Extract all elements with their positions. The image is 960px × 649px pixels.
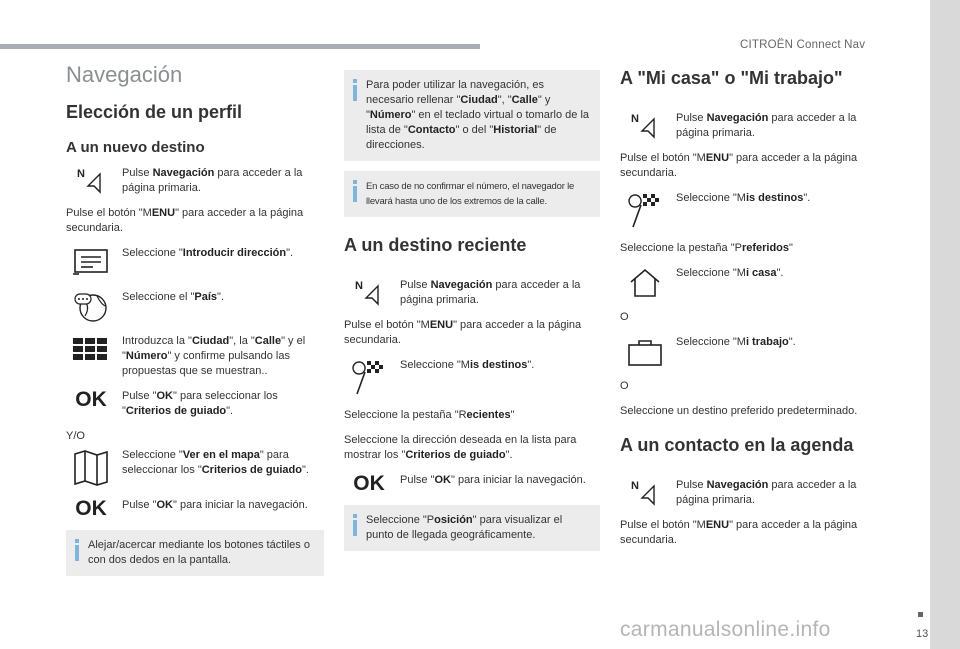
text-part: ", la " [229,335,255,347]
text-part: Pulse " [122,390,157,402]
keyboard-icon [66,334,116,364]
tab-step [620,241,882,256]
briefcase-icon [620,335,670,369]
text-bold: Número [369,109,412,121]
step-map [66,448,324,488]
text-part: " para acceder a la página secundaria. [344,319,582,346]
text-bold: i trabajo [745,336,789,348]
header-rule [0,44,480,49]
column-1 [66,62,324,576]
step-ok-start [66,498,324,520]
ok-icon [66,389,116,411]
step-nav [344,278,600,308]
text-part: " para seleccionar los " [122,449,289,476]
text-part: Seleccione la pestaña "R [344,409,467,421]
text-bold: is destinos [745,192,804,204]
info-box-number [344,171,600,217]
home-icon [620,266,670,300]
info-text: En caso de no confirmar el número, el navegador le llevará hasta uno de los extremos de la calle. [366,181,575,207]
svg-text:N: N [631,113,639,125]
text-bold: referidos [741,242,790,254]
text-part: Pulse el botón "M [66,207,152,219]
watermark: carmanualsonline.info [620,618,831,641]
text-bold: Calle [511,94,538,106]
text-part: ". [527,359,535,371]
menu-step [344,318,600,348]
text-part: para acceder a la página primaria. [676,479,857,506]
text-part: Pulse [400,279,431,291]
text-part: Seleccione la pestaña "P [620,242,742,254]
text-part: Pulse el botón "M [344,319,430,331]
map-icon [66,448,116,488]
text-bold: País [194,291,218,303]
text-part: ". [505,449,513,461]
svg-text:N: N [77,168,85,180]
text-bold: Ciudad [191,335,230,347]
text-part: " y " [366,94,551,121]
ok-label: OK [353,472,385,495]
info-text: Alejar/acercar mediante los botones táctiles o con dos dedos en la pantalla. [88,539,310,566]
ok-label: OK [75,388,107,411]
menu-step [620,151,882,181]
text-part: Seleccione "M [676,336,746,348]
text-part: " para iniciar la navegación. [172,499,308,511]
info-box-zoom [66,530,324,576]
text-bold: ENU [705,519,730,531]
text-part: " y confirme pulsando las propuestas que se muestran.. [122,350,290,377]
text-bold: Criterios de guiado [405,449,506,461]
text-part: " o del " [455,124,494,136]
info-icon [351,79,359,103]
text-part: Pulse [676,479,707,491]
text-bold: ENU [705,152,730,164]
info-box-fields [344,70,600,161]
text-part: " [789,242,793,254]
text-bold: ecientes [466,409,511,421]
info-icon [351,514,359,538]
text-part: A " [620,68,646,88]
text-bold: Navegación [706,479,769,491]
text-bold: OK [156,499,173,511]
text-part: Seleccione "M [676,192,746,204]
navigation-icon [620,478,670,506]
text-part: " para acceder a la página secundaria. [620,519,858,546]
text-bold: Ver en el mapa [182,449,260,461]
info-icon [73,539,81,563]
section-title: Navegación [66,62,183,87]
text-part: " para seleccionar los " [122,390,278,417]
text-part: Seleccione " [122,449,183,461]
step-destinations [620,191,882,231]
text-bold: Navegación [430,279,493,291]
text-bold: Número [125,350,168,362]
text-part: Mi trabajo [749,68,835,88]
subtitle: A un nuevo destino [66,139,205,156]
text-part: Mi casa [645,68,711,88]
text-bold: osición [434,514,473,526]
text-bold: i casa [745,267,777,279]
text-part: ". [776,267,784,279]
info-box-position [344,505,600,551]
globe-icon [66,290,116,324]
text-bold: Introducir dirección [182,247,287,259]
text-part: ". [803,192,811,204]
text-bold: OK [156,390,173,402]
text-part: Introduzca la " [122,335,192,347]
text-part: Seleccione "M [676,267,746,279]
section-heading: A un contacto en la agenda [620,435,854,455]
section-heading [620,68,882,89]
text-bold: Criterios de guiado [125,405,227,417]
text-part: " de direcciones. [366,124,557,151]
text-part: ". [217,291,225,303]
navigation-icon [66,166,116,194]
navigation-icon [344,278,394,306]
text-bold: Navegación [152,167,215,179]
text-part: Seleccione la dirección deseada en la lista para mostrar los " [344,434,577,461]
text-bold: ENU [151,207,176,219]
side-tab [930,0,960,649]
info-icon [351,180,359,204]
step-destinations [344,358,600,398]
preferred-step: Seleccione un destino preferido predeterminado. [620,405,858,417]
page-number: 13 [916,628,929,640]
text-part: Para poder utilizar la navegación, es necesario rellenar " [366,79,544,106]
text-part: ". [226,405,234,417]
address-entry-icon [66,246,116,280]
text-part: " para iniciar la navegación. [450,474,586,486]
text-part: " [834,68,843,88]
text-bold: is destinos [469,359,528,371]
text-part: ". [788,336,796,348]
text-part: " o " [710,68,749,88]
ok-icon [344,473,394,495]
text-part: para acceder a la página primaria. [676,112,857,139]
step-ok-criteria [66,389,324,419]
step-nav [66,166,324,196]
text-bold: OK [434,474,451,486]
and-or-label: Y/O [66,430,85,442]
text-part: ". [286,247,294,259]
menu-step [66,206,324,236]
brand-label: CITROËN Connect Nav [740,39,866,51]
page-title: Elección de un perfil [66,102,243,122]
text-part: Seleccione " [122,247,183,259]
navigation-icon [620,111,670,139]
step-country [66,290,324,324]
text-part: Pulse el botón "M [620,519,706,531]
or-label: O [620,380,629,392]
step-city [66,334,324,379]
text-bold: Historial [493,124,538,136]
text-part: Pulse el botón "M [620,152,706,164]
text-part: para acceder a la página primaria. [400,279,581,306]
menu-step [620,518,882,548]
text-part: " para acceder a la página secundaria. [66,207,304,234]
select-step [344,433,600,463]
text-part: " [510,409,515,421]
text-bold: Navegación [706,112,769,124]
text-part: Pulse " [122,499,157,511]
section-heading: A un destino reciente [344,235,527,255]
text-part: " y el " [122,335,306,362]
step-nav [620,111,882,141]
svg-text:N: N [631,480,639,492]
text-part: ", " [497,94,512,106]
column-3 [620,62,882,558]
text-part: Seleccione "M [400,359,470,371]
column-2 [344,70,600,551]
text-bold: Contacto [407,124,456,136]
text-part: " para acceder a la página secundaria. [620,152,858,179]
svg-text:N: N [355,280,363,292]
text-part: " en el teclado virtual o tomarlo de la lista de " [366,109,590,136]
destination-flag-icon [344,358,394,398]
text-part: Seleccione el " [122,291,195,303]
text-part: " para visualizar el punto de llegada geográficamente. [366,514,563,541]
ok-label: OK [75,497,107,520]
text-part: Pulse " [400,474,435,486]
text-part: Pulse [122,167,153,179]
text-part: Seleccione "P [366,514,435,526]
step-work [620,335,882,369]
text-bold: Criterios de guiado [201,464,302,476]
step-home [620,266,882,300]
text-bold: ENU [429,319,454,331]
ok-icon [66,498,116,520]
text-part: para acceder a la página primaria. [122,167,303,194]
step-nav [620,478,882,508]
text-bold: Calle [254,335,282,347]
tab-step [344,408,600,423]
or-label: O [620,311,629,323]
destination-flag-icon [620,191,670,231]
page-marker [918,612,923,617]
text-part: ". [301,464,309,476]
text-part: Pulse [676,112,707,124]
step-ok-start [344,473,600,495]
text-bold: Ciudad [460,94,498,106]
step-address [66,246,324,280]
